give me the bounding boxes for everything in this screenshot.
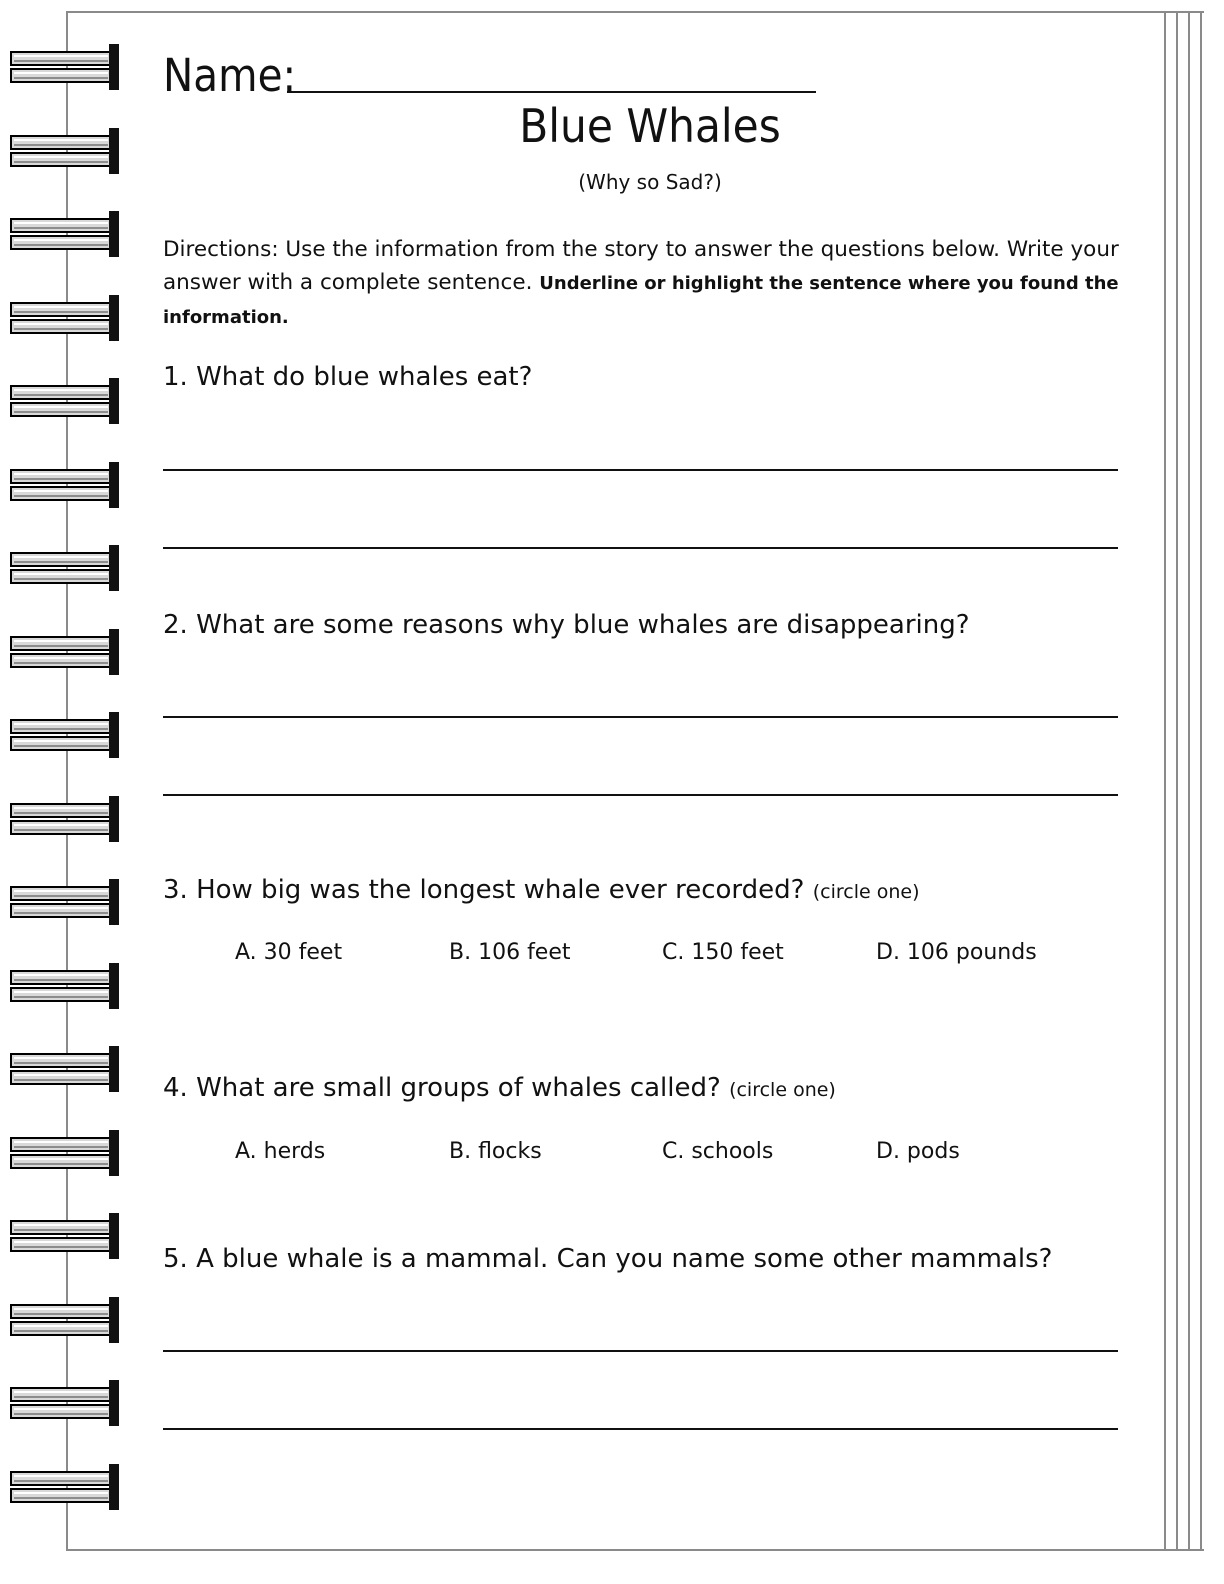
spiral-binding-icon [10, 1378, 122, 1428]
page-edge-line [1176, 11, 1178, 1551]
page-edge-line [1188, 11, 1190, 1551]
page-edge-line [1200, 11, 1202, 1551]
name-label: Name: [163, 49, 297, 102]
spiral-binding-icon [10, 1044, 122, 1094]
spiral-binding-icon [10, 42, 122, 92]
question-1: 1. What do blue whales eat? [163, 362, 533, 392]
spiral-binding-icon [10, 710, 122, 760]
choice-3c[interactable]: C. 150 feet [662, 940, 784, 965]
directions [163, 233, 1128, 334]
spiral-binding-icon [10, 1295, 122, 1345]
circle-one-note: (circle one) [812, 881, 920, 903]
spiral-binding-icon [10, 961, 122, 1011]
answer-line[interactable] [163, 1428, 1118, 1430]
choice-4b[interactable]: B. flocks [449, 1139, 542, 1164]
question-3 [163, 875, 920, 906]
spiral-binding-icon [10, 460, 122, 510]
question-5: 5. A blue whale is a mammal. Can you name some other mammals? [163, 1244, 1053, 1274]
question-4 [163, 1073, 836, 1104]
choice-4d[interactable]: D. pods [876, 1139, 960, 1164]
circle-one-note: (circle one) [729, 1079, 836, 1101]
answer-line[interactable] [163, 469, 1118, 471]
spiral-binding-icon [10, 1128, 122, 1178]
spiral-binding-icon [10, 1211, 122, 1261]
worksheet-title: Blue Whales [519, 99, 781, 153]
spiral-binding-icon [10, 627, 122, 677]
directions-bold-text: Underline or highlight the sentence where you found the information. [163, 273, 1119, 328]
choice-3a[interactable]: A. 30 feet [235, 940, 343, 965]
page-edge-line [1164, 11, 1166, 1551]
question-4-text: 4. What are small groups of whales called? [163, 1073, 721, 1103]
answer-line[interactable] [163, 794, 1118, 796]
answer-line[interactable] [163, 1350, 1118, 1352]
choice-4a[interactable]: A. herds [235, 1139, 326, 1164]
name-write-line[interactable] [287, 91, 816, 93]
spiral-binding-icon [10, 877, 122, 927]
choice-3d[interactable]: D. 106 pounds [876, 940, 1037, 965]
spiral-binding-icon [10, 376, 122, 426]
spiral-binding-icon [10, 293, 122, 343]
choice-4c[interactable]: C. schools [662, 1139, 774, 1164]
answer-line[interactable] [163, 547, 1118, 549]
question-2: 2. What are some reasons why blue whales are disappearing? [163, 610, 970, 640]
worksheet-subtitle: (Why so Sad?) [578, 170, 722, 194]
answer-line[interactable] [163, 716, 1118, 718]
spiral-binding-icon [10, 794, 122, 844]
directions-text: Directions: Use the information from the story to answer the questions below. Write your answer with a complete sentence. [163, 237, 1119, 295]
spiral-binding-icon [10, 209, 122, 259]
question-3-text: 3. How big was the longest whale ever recorded? [163, 875, 805, 905]
name-field [163, 42, 311, 102]
spiral-binding-icon [10, 1462, 122, 1512]
spiral-binding-icon [10, 543, 122, 593]
choice-3b[interactable]: B. 106 feet [449, 940, 571, 965]
